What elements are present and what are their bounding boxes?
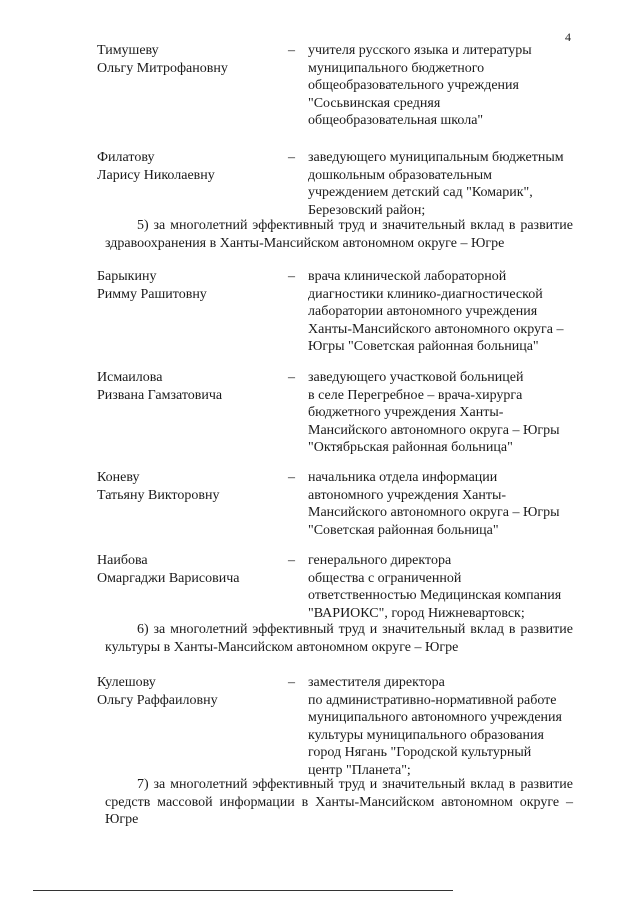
name-line: Римму Рашитовну [97, 286, 207, 302]
recipient-name [97, 674, 277, 709]
recipient-position [308, 42, 570, 130]
name-line: Исмаилова [97, 370, 163, 385]
footer-rule [33, 890, 453, 891]
recipient-name [97, 268, 277, 303]
position-line: "Октябрьская районная больница" [308, 440, 513, 455]
position-line: автономного учреждения Ханты- [308, 487, 507, 503]
position-line: центр "Планета"; [308, 762, 411, 778]
recipient-position [308, 369, 570, 457]
position-line: общеобразовательная школа" [308, 113, 484, 128]
recipient-position [308, 469, 570, 539]
position-line: ответственностью Медицинская компания [308, 588, 562, 603]
position-line: общества с ограниченной [308, 570, 462, 586]
name-line: Барыкину [97, 269, 157, 284]
page-number: 4 [565, 30, 571, 44]
section-line: культуры в Ханты-Мансийском автономном округе – Югре [105, 639, 459, 655]
recipient-name [97, 369, 277, 404]
name-line: Ларису Николаевну [97, 167, 215, 183]
section-line: 6) за многолетний эффективный труд и значительный вклад в развитие [137, 622, 573, 637]
recipient-position [308, 552, 570, 622]
position-line: "ВАРИОКС", город Нижневартовск; [308, 605, 525, 621]
position-line: бюджетного учреждения Ханты- [308, 405, 504, 420]
position-line: "Сосьвинская средняя [308, 95, 441, 111]
name-line: Омаргаджи Варисовича [97, 570, 240, 586]
section-heading [105, 621, 573, 656]
position-line: лаборатории автономного учреждения [308, 304, 538, 319]
name-line: Татьяну Викторовну [97, 487, 220, 503]
name-line: Кулешову [97, 675, 156, 690]
recipient-position [308, 149, 570, 219]
entry-dash: – [288, 150, 295, 165]
recipient-position [308, 674, 570, 779]
section-line: средств массовой информации в Ханты-Мансийском автономном округе – [105, 794, 573, 810]
position-line: заведующего участковой больницей [308, 370, 524, 385]
position-line: генерального директора [308, 553, 452, 568]
position-line: муниципального бюджетного [308, 60, 485, 76]
position-line: в селе Перегребное – врача-хирурга [308, 387, 523, 403]
name-line: Ризвана Гамзатовича [97, 387, 223, 403]
position-line: заместителя директора [308, 675, 445, 690]
position-line: Югры "Советская районная больница" [308, 339, 539, 354]
position-line: учителя русского языка и литературы [308, 43, 532, 58]
name-line: Ольгу Митрофановну [97, 60, 228, 76]
section-heading [105, 776, 573, 829]
position-line: Березовский район; [308, 202, 426, 218]
entry-dash: – [288, 43, 295, 58]
position-line: "Советская районная больница" [308, 522, 499, 538]
recipient-position [308, 268, 570, 356]
name-line: Наибова [97, 553, 148, 568]
position-line: учреждением детский сад "Комарик", [308, 185, 533, 200]
position-line: город Нягань "Городской культурный [308, 745, 532, 760]
entry-dash: – [288, 553, 295, 568]
section-line: здравоохранения в Ханты-Мансийском автономном округе – Югре [105, 235, 505, 251]
position-line: Мансийского автономного округа – Югры [308, 422, 560, 438]
entry-dash: – [288, 269, 295, 284]
position-line: диагностики клинико-диагностической [308, 286, 543, 302]
position-line: общеобразовательного учреждения [308, 78, 519, 93]
position-line: начальника отдела информации [308, 470, 498, 485]
entry-dash: – [288, 470, 295, 485]
position-line: по административно-нормативной работе [308, 692, 557, 708]
name-line: Филатову [97, 150, 155, 165]
recipient-name [97, 149, 277, 184]
name-line: Тимушеву [97, 43, 159, 58]
entry-dash: – [288, 675, 295, 690]
recipient-name [97, 552, 277, 587]
position-line: заведующего муниципальным бюджетным [308, 150, 564, 165]
section-heading [105, 217, 573, 252]
position-line: муниципального автономного учреждения [308, 710, 562, 725]
position-line: врача клинической лабораторной [308, 269, 507, 284]
section-line: 7) за многолетний эффективный труд и значительный вклад в развитие [137, 777, 573, 792]
section-line: Югре [105, 812, 139, 827]
recipient-name [97, 42, 277, 77]
entry-dash: – [288, 370, 295, 385]
name-line: Ольгу Раффаиловну [97, 692, 218, 708]
position-line: дошкольным образовательным [308, 167, 492, 183]
position-line: Мансийского автономного округа – Югры [308, 505, 560, 520]
position-line: культуры муниципального образования [308, 727, 544, 743]
name-line: Коневу [97, 470, 140, 485]
position-line: Ханты-Мансийского автономного округа – [308, 321, 564, 337]
recipient-name [97, 469, 277, 504]
section-line: 5) за многолетний эффективный труд и значительный вклад в развитие [137, 218, 573, 233]
